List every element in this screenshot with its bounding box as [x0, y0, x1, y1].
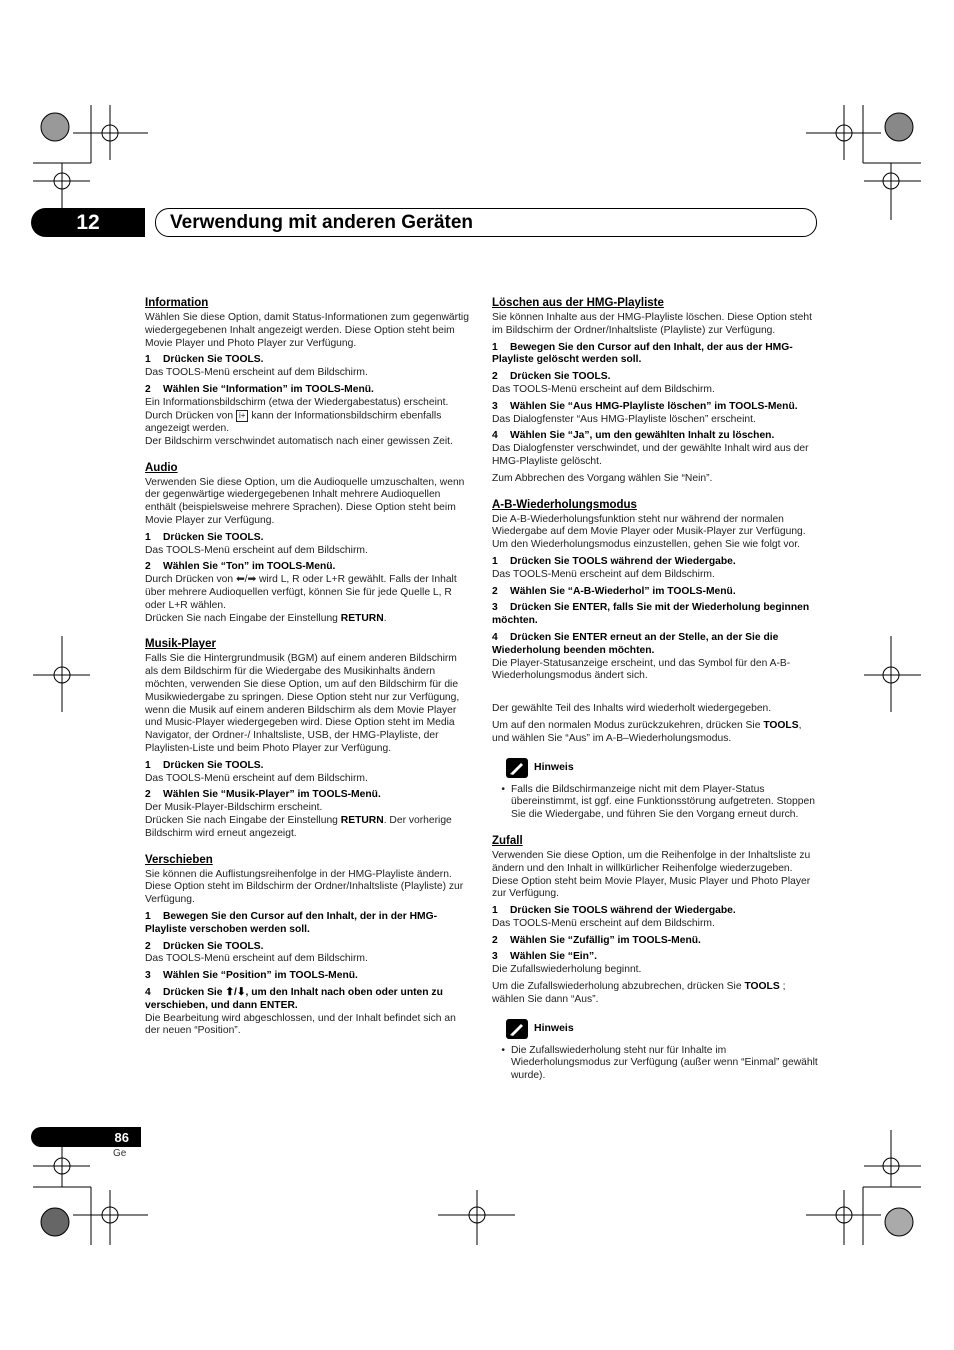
section-heading: A-B-Wiederholungsmodus	[492, 498, 637, 511]
info-button-icon: i+	[236, 410, 248, 422]
step-text: Die Player-Statusanzeige erscheint, und das Symbol für den A-B-Wiederholungsmodus ändert sich.	[492, 657, 791, 682]
section-musik-player	[145, 637, 471, 840]
page-number: 86	[114, 1129, 129, 1145]
step: 2 Wählen Sie “Information” im TOOLS-Menü.	[145, 383, 374, 395]
step-text: Der Musik-Player-Bildschirm erscheint.	[145, 802, 323, 814]
step: 2 Wählen Sie “A-B-Wiederhol” im TOOLS-Menü.	[492, 585, 736, 597]
section-intro: Die A-B-Wiederholungsfunktion steht nur während der normalen Wiedergabe auf dem Movie Player oder Musik-Player zur Verfügung. Um den Wiederholungsmodus einzustellen, gehen Sie wie folgt vor.	[492, 513, 806, 551]
step-text: Um die Zufallswiederholung abzubrechen, drücken Sie TOOLS ; wählen Sie dann “Aus”.	[492, 981, 786, 1005]
language-code: Ge	[113, 1148, 127, 1159]
step: 2 Drücken Sie TOOLS.	[145, 940, 264, 952]
step-text: Das Dialogfenster verschwindet, und der gewählte Inhalt wird aus der HMG-Playliste gelöscht.	[492, 443, 809, 467]
step-text: Das TOOLS-Menü erscheint auf dem Bildschirm.	[145, 367, 368, 379]
step: 3 Wählen Sie “Position” im TOOLS-Menü.	[145, 970, 358, 982]
section-loeschen	[492, 296, 818, 486]
section-heading: Information	[145, 297, 209, 309]
section-ab-wiederholung	[492, 498, 818, 822]
section-intro: Sie können die Auflistungsreihenfolge in der HMG-Playliste ändern. Diese Option steht im Bildschirm der Ordner/Inhaltsliste (Playliste) zur Verfügung.	[145, 868, 464, 906]
step: 2 Wählen Sie “Zufällig” im TOOLS-Menü.	[492, 934, 701, 946]
step: 3 Wählen Sie “Aus HMG-Playliste löschen” im TOOLS-Menü.	[492, 400, 798, 412]
right-column	[492, 296, 818, 1083]
step: 1 Drücken Sie TOOLS.	[145, 759, 264, 771]
step: 1 Drücken Sie TOOLS.	[145, 354, 264, 366]
step-text: Das TOOLS-Menü erscheint auf dem Bildschirm.	[145, 953, 368, 965]
section-heading: Musik-Player	[145, 638, 216, 651]
step: 1 Drücken Sie TOOLS während der Wiedergabe.	[492, 555, 736, 567]
note-item: • Falls die Bildschirmanzeige nicht mit dem Player-Status übereinstimmt, ist ggf. eine Funktionsstörung aufgetreten. Stoppen Sie die Wiedergabe, und führen Sie den Vorgang erneut durch.	[501, 783, 815, 821]
step: 2 Drücken Sie TOOLS.	[492, 371, 611, 383]
step-text: Die Bearbeitung wird abgeschlossen, und der Inhalt befindet sich an der neuen “Position”.	[145, 1012, 456, 1037]
page-number-tab	[31, 1127, 141, 1147]
step-text: Zum Abbrechen des Vorgang wählen Sie “Nein”.	[492, 472, 713, 484]
section-heading: Verschieben	[145, 853, 213, 866]
section-intro: Verwenden Sie diese Option, um die Audioquelle umzuschalten, wenn der gegenwärtige wiedergegebenen Inhalt mehrere Audioquellen enthält (beispielsweise mehrere Sprachen). Diese Option steht beim Movie Player zur Verfügung.	[145, 476, 465, 527]
note-pencil-icon	[506, 1019, 528, 1039]
section-intro: Sie können Inhalte aus der HMG-Playliste löschen. Diese Option steht im Bildschirm der Ordner/Inhaltsliste (Playliste) zur Verfügung.	[492, 312, 812, 336]
note-header	[492, 1019, 818, 1039]
step-text: Ein Informationsbildschirm (etwa der Wiedergabestatus) erscheint. Durch Drücken von i+ kann der Informationsbildschirm ebenfalls angezeigt werden.	[145, 396, 449, 435]
note-pencil-icon	[506, 758, 528, 778]
step: 3 Drücken Sie ENTER, falls Sie mit der Wiederholung beginnen möchten.	[492, 602, 810, 627]
section-zufall	[492, 834, 818, 1083]
section-intro: Wählen Sie diese Option, damit Status-Informationen zum gegenwärtig wiedergegebenen Inhalt angezeigt werden. Diese Option steht beim Movie Player und Photo Player zur Verfügung.	[145, 312, 469, 349]
step-text: Der Bildschirm verschwindet automatisch nach einer gewissen Zeit.	[145, 435, 453, 447]
step-text: Der gewählte Teil des Inhalts wird wiederholt wiedergegeben.	[492, 703, 772, 715]
chapter-number-tab	[31, 208, 145, 237]
section-verschieben	[145, 853, 471, 1039]
section-intro: Verwenden Sie diese Option, um die Reihenfolge in der Inhaltsliste zu ändern und den Inhalt in willkürlicher Reihenfolge wiederzugeben. Diese Option steht beim Movie Player, Music Player und Photo Player zur Verfügung.	[492, 849, 811, 900]
note-title: Hinweis	[534, 761, 574, 774]
step-text: Um auf den normalen Modus zurückzukehren, drücken Sie TOOLS, und wählen Sie “Aus” im A-B–Wiederholungsmodus.	[492, 719, 802, 744]
section-intro: Falls Sie die Hintergrundmusik (BGM) auf einem anderen Bildschirm als dem Bildschirm für die Wiedergabe des Musikinhalts ändern möchten, verwenden Sie diese Option, um auf den Bildschirm für die Musikwiedergabe zu springen. Diese Option steht nur zur Verfügung, wenn die Musik auf einem anderen Bildschirm als dem Movie Player und Music-Player wiedergegeben wird. Diese Option steht im Media Navigator, der Ordner-/ Inhaltsliste, USB, der HMG-Playliste, der Playlisten-Liste und beim Photo Player zur Verfügung.	[145, 653, 460, 755]
step-text: Das Dialogfenster “Aus HMG-Playliste löschen” erscheint.	[492, 413, 756, 425]
note-item: • Die Zufallswiederholung steht nur für Inhalte im Wiederholungsmodus zur Verfügung (außer wenn “Einmal” gewählt wurde).	[501, 1044, 818, 1082]
step-text: Das TOOLS-Menü erscheint auf dem Bildschirm.	[492, 917, 715, 929]
section-audio	[145, 461, 471, 626]
section-heading: Audio	[145, 461, 178, 474]
step: 4 Drücken Sie ENTER erneut an der Stelle, an der Sie die Wiederholung beenden möchten.	[492, 631, 779, 656]
chapter-title: Verwendung mit anderen Geräten	[170, 212, 474, 233]
step: 2 Wählen Sie “Musik-Player” im TOOLS-Menü.	[145, 789, 381, 801]
step: 1 Drücken Sie TOOLS.	[145, 531, 264, 543]
step: 2 Wählen Sie “Ton” im TOOLS-Menü.	[145, 561, 336, 573]
step-text: Das TOOLS-Menü erscheint auf dem Bildschirm.	[145, 544, 368, 556]
step: 1 Drücken Sie TOOLS während der Wiedergabe.	[492, 905, 736, 917]
step-text: Das TOOLS-Menü erscheint auf dem Bildschirm.	[492, 383, 715, 395]
step-text: Das TOOLS-Menü erscheint auf dem Bildschirm.	[492, 568, 715, 580]
step-text: Drücken Sie nach Eingabe der Einstellung RETURN. Der vorherige Bildschirm wird erneut angezeigt.	[145, 815, 452, 839]
section-heading: Zufall	[492, 834, 523, 847]
step: 1 Bewegen Sie den Cursor auf den Inhalt, der in der HMG-Playliste verschoben werden soll.	[145, 911, 438, 935]
step: 1 Bewegen Sie den Cursor auf den Inhalt, der aus der HMG-Playliste gelöscht werden soll.	[492, 341, 793, 366]
note-title: Hinweis	[534, 1022, 574, 1035]
step-text: Drücken Sie nach Eingabe der Einstellung RETURN.	[145, 612, 387, 624]
left-column	[145, 296, 471, 1038]
chapter-number: 12	[76, 210, 100, 234]
step: 3 Wählen Sie “Ein”.	[492, 951, 597, 963]
section-heading: Löschen aus der HMG-Playliste	[492, 297, 664, 309]
note-header	[492, 758, 818, 778]
step-text: Durch Drücken von ⬅/➡ wird L, R oder L+R gewählt. Falls der Inhalt über mehrere Audioquellen verfügt, können Sie für jede Quelle L, R oder L+R wählen.	[145, 574, 457, 611]
step-text: Die Zufallswiederholung beginnt.	[492, 964, 642, 976]
section-information	[145, 296, 471, 449]
step: 4 Drücken Sie ⬆/⬇, um den Inhalt nach oben oder unten zu verschieben, und dann ENTER.	[145, 986, 443, 1011]
step-text: Das TOOLS-Menü erscheint auf dem Bildschirm.	[145, 772, 368, 784]
step: 4 Wählen Sie “Ja”, um den gewählten Inhalt zu löschen.	[492, 430, 775, 442]
